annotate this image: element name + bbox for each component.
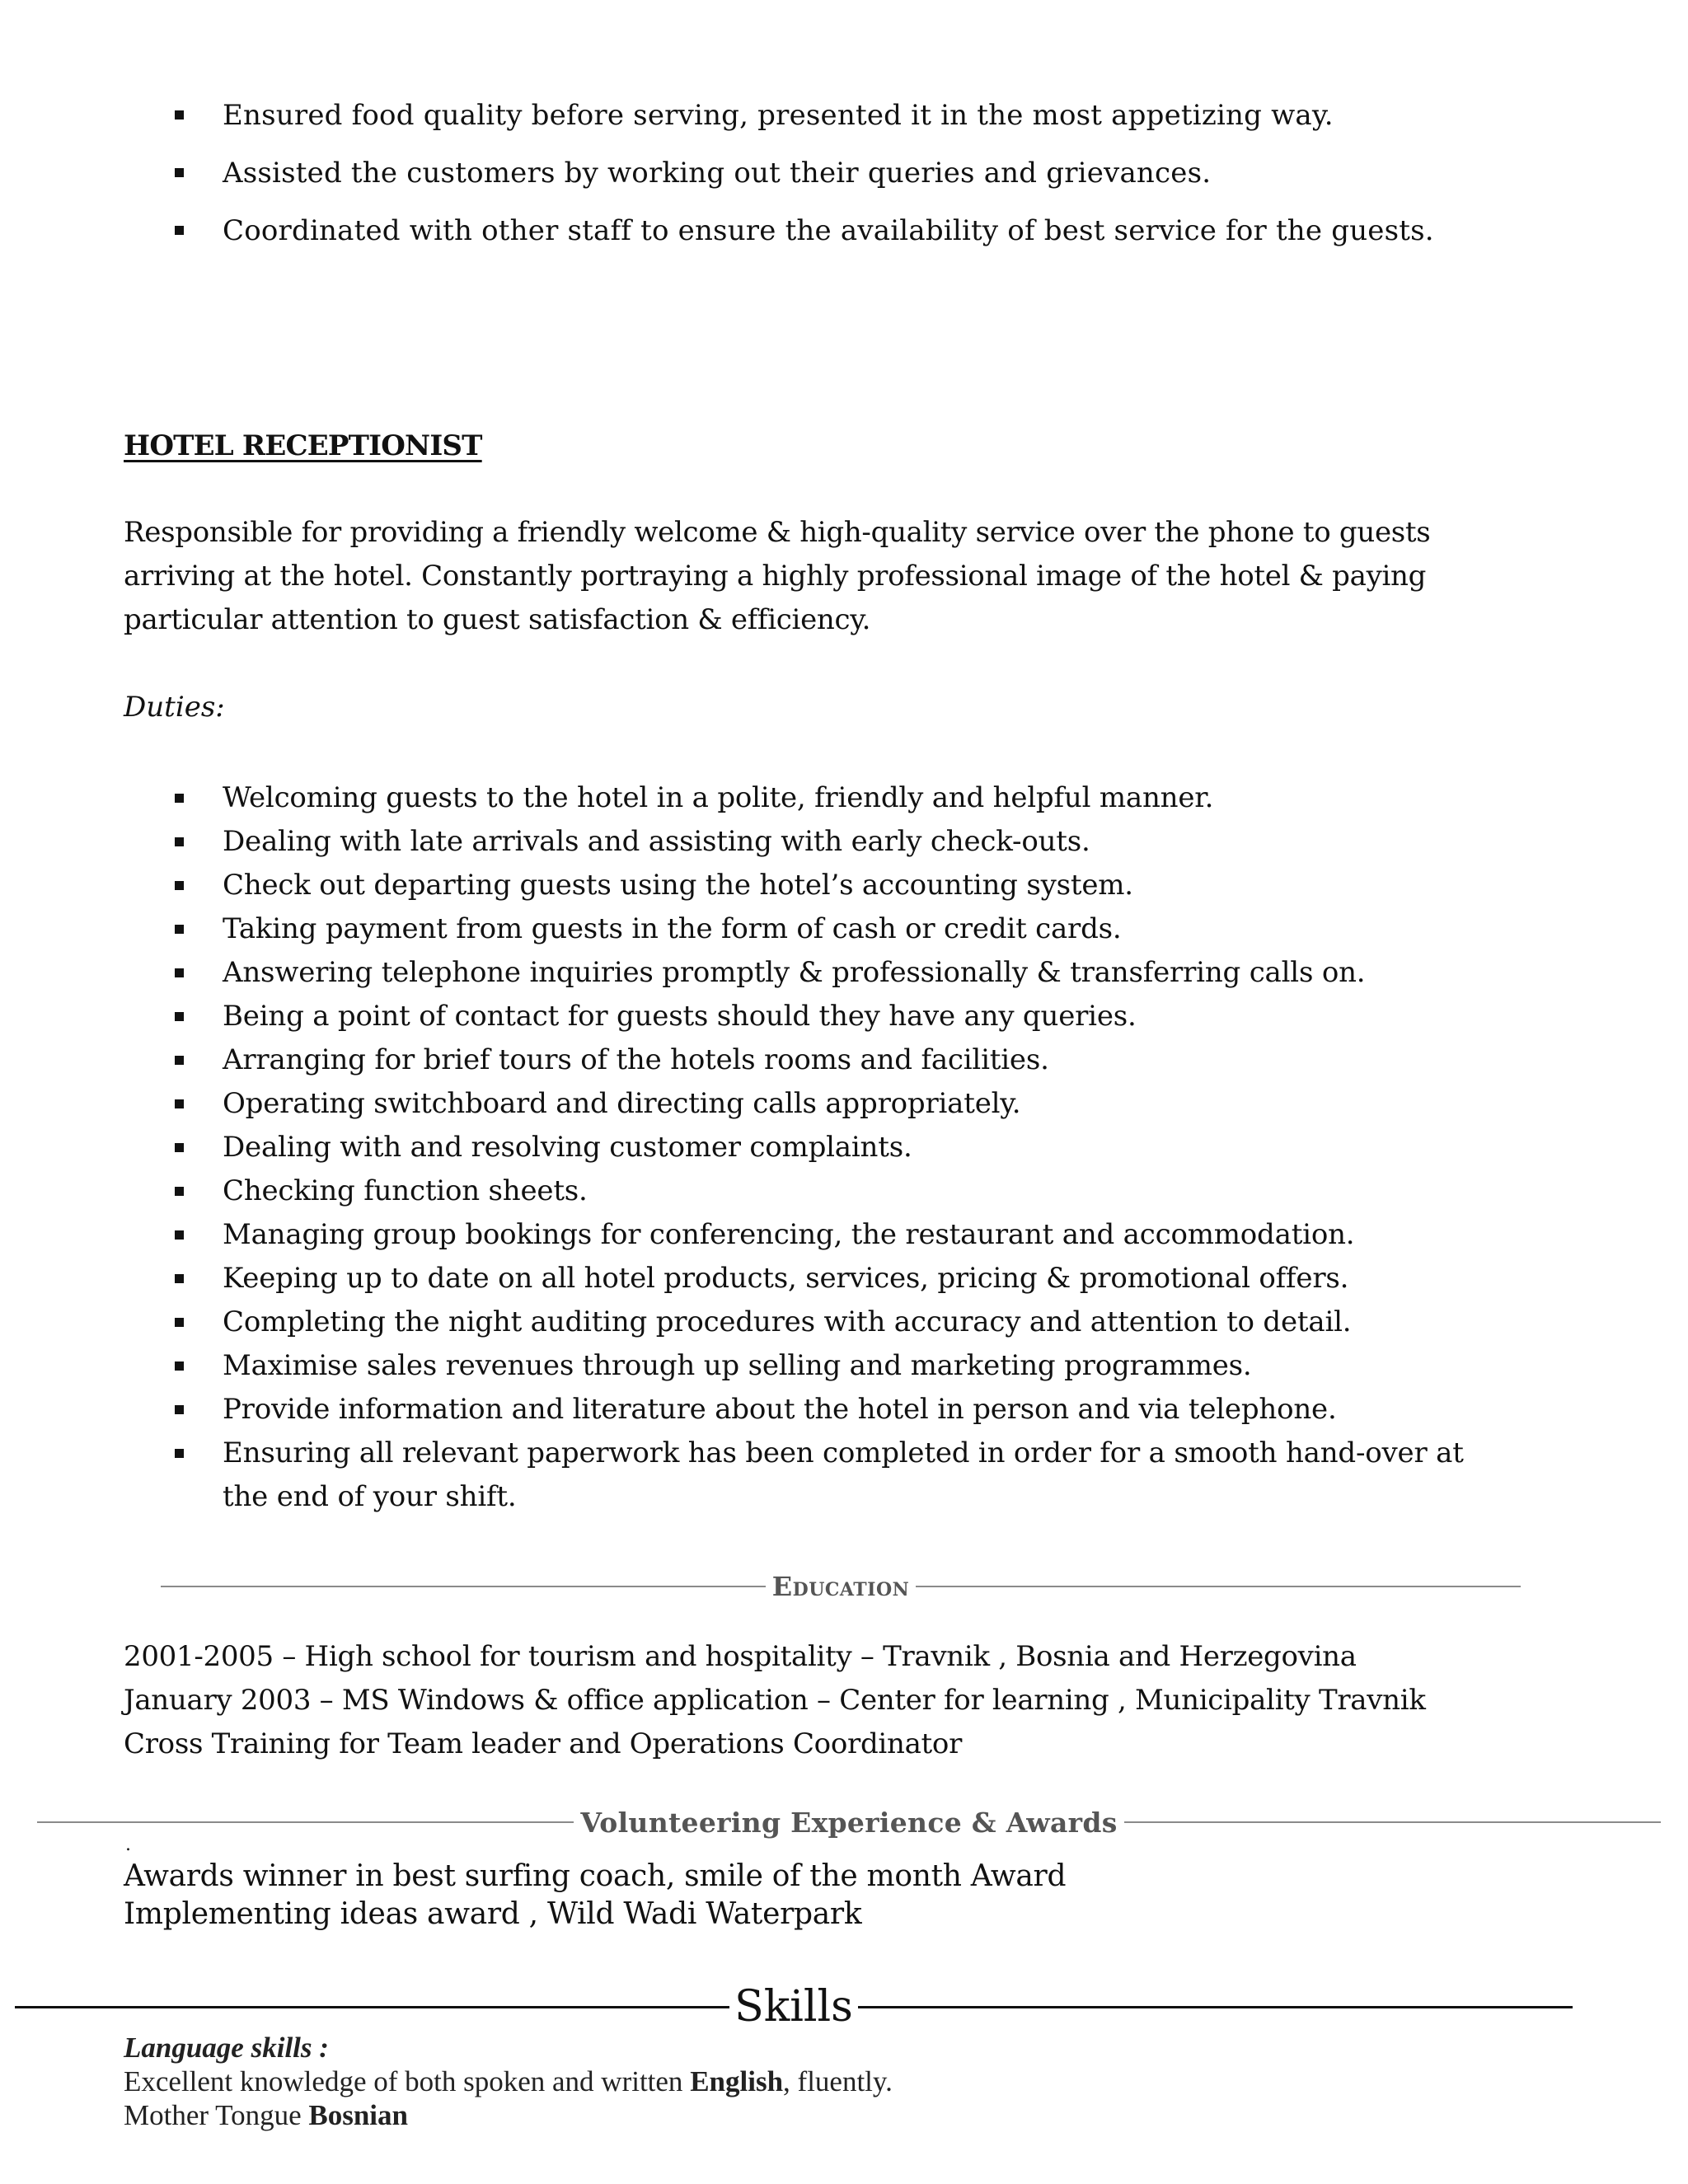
- list-item: Provide information and literature about the hotel in person and via telephone.: [171, 1388, 1523, 1432]
- education-entry: Cross Training for Team leader and Operations Coordinator: [124, 1727, 963, 1760]
- divider-line: [1124, 1821, 1661, 1823]
- list-item: Welcoming guests to the hotel in a polite, friendly and helpful manner.: [171, 776, 1523, 820]
- bullet-square-icon: [175, 837, 184, 846]
- bullet-square-icon: [175, 794, 184, 803]
- bullet-square-icon: [175, 1405, 184, 1414]
- divider-line: [916, 1586, 1521, 1587]
- bullet-square-icon: [175, 1143, 184, 1152]
- list-item: Dealing with late arrivals and assisting with early check-outs.: [171, 820, 1523, 864]
- bullet-square-icon: [175, 110, 184, 120]
- list-item: Check out departing guests using the hotel’s accounting system.: [171, 864, 1523, 907]
- list-item: Completing the night auditing procedures with accuracy and attention to detail.: [171, 1301, 1523, 1344]
- section-title-label: Education: [771, 1571, 910, 1602]
- list-item: Keeping up to date on all hotel products, services, pricing & promotional offers.: [171, 1257, 1523, 1301]
- divider-line: [161, 1586, 766, 1587]
- award-entry: Implementing ideas award , Wild Wadi Waterpark: [124, 1897, 862, 1931]
- summary-line: Responsible for providing a friendly welcome & high-quality service over the phone to guests: [124, 516, 1431, 549]
- divider-line: [858, 2006, 1573, 2008]
- bullet-square-icon: [175, 881, 184, 890]
- education-entry: 2001-2005 – High school for tourism and hospitality – Travnik , Bosnia and Herzegovina: [124, 1640, 1357, 1673]
- volunteering-section-title: [37, 1802, 1661, 1843]
- duties-label: Duties:: [124, 691, 225, 724]
- section-title-label: Skills: [734, 1982, 853, 2032]
- bullet-square-icon: [175, 1230, 184, 1240]
- list-item: Ensured food quality before serving, presented it in the most appetizing way.: [171, 87, 1523, 144]
- list-item: Coordinated with other staff to ensure the availability of best service for the guests.: [171, 202, 1523, 260]
- skills-section-title: [15, 1978, 1573, 2036]
- bullet-square-icon: [175, 1318, 184, 1327]
- summary-line: particular attention to guest satisfaction & efficiency.: [124, 603, 871, 636]
- section-title-label: Volunteering Experience & Awards: [580, 1806, 1118, 1839]
- language-skills-label: Language skills :: [124, 2032, 329, 2064]
- list-item: Dealing with and resolving customer complaints.: [171, 1126, 1523, 1169]
- bullet-square-icon: [175, 1274, 184, 1283]
- education-section-title: [161, 1566, 1521, 1607]
- job-summary: [124, 511, 1541, 642]
- education-entry: January 2003 – MS Windows & office application – Center for learning , Municipality Travnik: [124, 1684, 1426, 1717]
- list-item: Managing group bookings for conferencing, the restaurant and accommodation.: [171, 1213, 1523, 1257]
- list-item: Assisted the customers by working out their queries and grievances.: [171, 144, 1523, 202]
- job-title-heading: HOTEL RECEPTIONIST: [124, 429, 482, 462]
- bullet-square-icon: [175, 226, 184, 235]
- divider-line: [37, 1821, 574, 1823]
- summary-line: arriving at the hotel. Constantly portraying a highly professional image of the hotel & paying: [124, 560, 1427, 593]
- stray-dot: .: [125, 1835, 131, 1855]
- awards-list: [124, 1858, 1066, 1933]
- list-item: Answering telephone inquiries promptly & professionally & transferring calls on.: [171, 951, 1523, 995]
- list-item: Checking function sheets.: [171, 1169, 1523, 1213]
- list-item: Ensuring all relevant paperwork has been completed in order for a smooth hand-over at the end of your shift.: [171, 1432, 1523, 1519]
- list-item: Arranging for brief tours of the hotels rooms and facilities.: [171, 1038, 1523, 1082]
- previous-job-duties-list: [171, 87, 1523, 260]
- mother-tongue: Mother Tongue Bosnian: [124, 2099, 408, 2131]
- skills-content: [124, 2031, 893, 2132]
- award-entry: Awards winner in best surfing coach, smile of the month Award: [124, 1859, 1067, 1893]
- bullet-square-icon: [175, 925, 184, 934]
- divider-line: [15, 2006, 729, 2008]
- bullet-square-icon: [175, 1099, 184, 1108]
- list-item: Taking payment from guests in the form of cash or credit cards.: [171, 907, 1523, 951]
- bullet-square-icon: [175, 1056, 184, 1065]
- bullet-square-icon: [175, 1449, 184, 1458]
- bullet-square-icon: [175, 1361, 184, 1371]
- education-list: [124, 1635, 1541, 1766]
- bullet-square-icon: [175, 168, 184, 177]
- list-item: Operating switchboard and directing calls appropriately.: [171, 1082, 1523, 1126]
- bullet-square-icon: [175, 1012, 184, 1021]
- bullet-square-icon: [175, 968, 184, 977]
- receptionist-duties-list: [171, 776, 1523, 1519]
- list-item: Being a point of contact for guests should they have any queries.: [171, 995, 1523, 1038]
- bullet-square-icon: [175, 1187, 184, 1196]
- list-item: Maximise sales revenues through up selling and marketing programmes.: [171, 1344, 1523, 1388]
- english-skill: Excellent knowledge of both spoken and written English, fluently.: [124, 2065, 893, 2097]
